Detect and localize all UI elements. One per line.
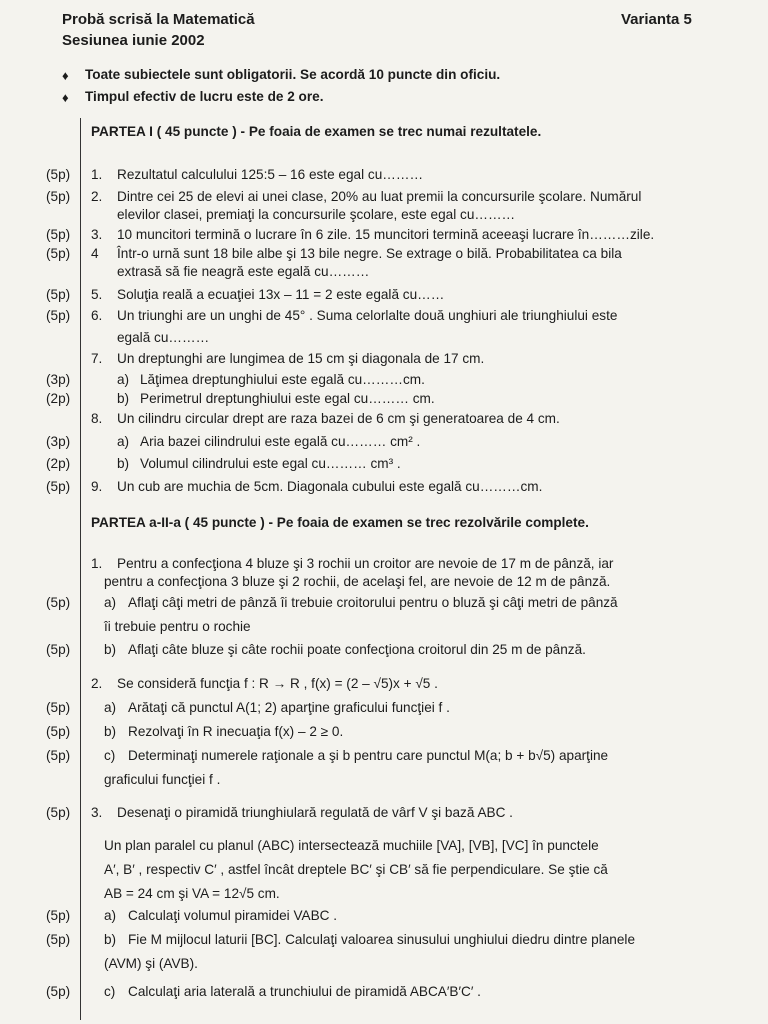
item-text: Într-o urnă sunt 18 bile albe şi 13 bile negre. Se extrage o bilă. Probabilitatea ca bila	[117, 246, 622, 261]
part2-heading: PARTEA a-II-a ( 45 puncte ) - Pe foaia de examen se trec rezolvările complete.	[91, 515, 589, 530]
item-text: Determinaţi numerele raţionale a şi b pentru care punctul M(a; b + b√5) aparţine	[128, 748, 609, 763]
item-text: A′, B′ , respectiv C′ , astfel încât dreptele BC′ şi CB′ să fie perpendiculare. Se ştie că	[104, 862, 608, 877]
item-subletter: a)	[104, 908, 117, 923]
item-number: 7.	[91, 351, 103, 366]
item-text: Un triunghi are un unghi de 45° . Suma celorlalte două unghiuri ale triunghiului este	[117, 308, 618, 323]
item-text: elevilor clasei, premiaţi la concursurile şcolare, este egal cu………	[117, 207, 516, 222]
item-number: 6.	[91, 308, 103, 323]
item-number: 3.	[91, 227, 103, 242]
item-number: 5.	[91, 287, 103, 302]
points-label: (5p)	[46, 189, 71, 204]
item-number: 8.	[91, 411, 103, 426]
item-text: Calculaţi volumul piramidei VABC .	[128, 908, 338, 923]
exam-title: Probă scrisă la Matematică	[62, 11, 255, 28]
item-subletter: a)	[117, 372, 130, 387]
item-text: Se consideră funcţia f : R → R , f(x) = (2 – √5)x + √5 .	[117, 676, 438, 691]
item-text: Soluţia reală a ecuaţiei 13x – 11 = 2 este egală cu……	[117, 287, 445, 302]
item-text: Dintre cei 25 de elevi ai unei clase, 20% au luat premii la concursurile şcolare. Numărul	[117, 189, 642, 204]
item-subletter: c)	[104, 748, 116, 763]
item-text: Rezolvaţi în R inecuaţia f(x) – 2 ≥ 0.	[128, 724, 344, 739]
item-text: Aflaţi câte bluze şi câte rochii poate confecţiona croitorul din 25 m de pânză.	[128, 642, 586, 657]
item-number: 4	[91, 246, 99, 261]
item-number: 1.	[91, 167, 103, 182]
item-subletter: a)	[117, 434, 130, 449]
item-text: pentru a confecţiona 3 bluze şi 2 rochii, de acelaşi fel, are nevoie de 12 m de pânză.	[104, 574, 611, 589]
item-text: egală cu………	[117, 330, 210, 345]
item-number: 9.	[91, 479, 103, 494]
points-label: (5p)	[46, 724, 71, 739]
item-text: Pentru a confecţiona 4 bluze şi 3 rochii un croitor are nevoie de 17 m de pânză, iar	[117, 556, 614, 571]
points-label: (5p)	[46, 642, 71, 657]
item-number: 1.	[91, 556, 103, 571]
item-number: 2.	[91, 189, 103, 204]
points-label: (5p)	[46, 167, 71, 182]
item-text: (AVM) şi (AVB).	[104, 956, 198, 971]
item-text: Un plan paralel cu planul (ABC) intersectează muchiile [VA], [VB], [VC] în punctele	[104, 838, 599, 853]
item-text: Aria bazei cilindrului este egală cu……… cm² .	[140, 434, 421, 449]
bullet-icon: ♦	[62, 68, 69, 83]
exam-variant: Varianta 5	[621, 11, 692, 28]
points-label: (5p)	[46, 932, 71, 947]
item-text: Arătaţi că punctul A(1; 2) aparţine graficului funcţiei f .	[128, 700, 450, 715]
points-label: (3p)	[46, 372, 71, 387]
item-subletter: a)	[104, 595, 117, 610]
item-text: extrasă să fie neagră este egală cu………	[117, 264, 370, 279]
points-label: (5p)	[46, 805, 71, 820]
item-text: Un cilindru circular drept are raza bazei de 6 cm şi generatoarea de 4 cm.	[117, 411, 560, 426]
points-label: (3p)	[46, 434, 71, 449]
exam-session: Sesiunea iunie 2002	[62, 32, 205, 49]
item-subletter: b)	[117, 456, 130, 471]
item-text: graficului funcţiei f .	[104, 772, 221, 787]
points-label: (5p)	[46, 908, 71, 923]
item-text: Volumul cilindrului este egal cu……… cm³ .	[140, 456, 401, 471]
points-label: (2p)	[46, 456, 71, 471]
points-label: (5p)	[46, 479, 71, 494]
item-text: Perimetrul dreptunghiului este egal cu……… cm.	[140, 391, 435, 406]
points-label: (5p)	[46, 748, 71, 763]
points-label: (5p)	[46, 700, 71, 715]
points-label: (5p)	[46, 308, 71, 323]
item-text: Un dreptunghi are lungimea de 15 cm şi diagonala de 17 cm.	[117, 351, 485, 366]
points-label: (5p)	[46, 984, 71, 999]
instruction-2: Timpul efectiv de lucru este de 2 ore.	[85, 89, 324, 104]
points-label: (5p)	[46, 287, 71, 302]
item-text: Desenaţi o piramidă triunghiulară regulată de vârf V şi bază ABC .	[117, 805, 513, 820]
item-subletter: b)	[104, 724, 117, 739]
item-subletter: b)	[104, 932, 117, 947]
item-subletter: b)	[117, 391, 130, 406]
points-label: (2p)	[46, 391, 71, 406]
item-text: 10 muncitori termină o lucrare în 6 zile. 15 muncitori termină aceeaşi lucrare în………zile.	[117, 227, 655, 242]
item-subletter: c)	[104, 984, 116, 999]
bullet-icon: ♦	[62, 90, 69, 105]
points-label: (5p)	[46, 246, 71, 261]
item-text: îi trebuie pentru o rochie	[104, 619, 251, 634]
item-text: Fie M mijlocul laturii [BC]. Calculaţi valoarea sinusului unghiului diedru dintre planele	[128, 932, 635, 947]
item-number: 2.	[91, 676, 103, 691]
item-text: Rezultatul calculului 125:5 – 16 este egal cu………	[117, 167, 424, 182]
item-text: Un cub are muchia de 5cm. Diagonala cubului este egală cu………cm.	[117, 479, 543, 494]
points-label: (5p)	[46, 227, 71, 242]
item-text: AB = 24 cm şi VA = 12√5 cm.	[104, 886, 280, 901]
item-subletter: a)	[104, 700, 117, 715]
points-label: (5p)	[46, 595, 71, 610]
instruction-1: Toate subiectele sunt obligatorii. Se acordă 10 puncte din oficiu.	[85, 67, 501, 82]
part1-heading: PARTEA I ( 45 puncte ) - Pe foaia de examen se trec numai rezultatele.	[91, 124, 542, 139]
margin-line	[80, 118, 81, 1020]
item-number: 3.	[91, 805, 103, 820]
item-text: Lăţimea dreptunghiului este egală cu………cm.	[140, 372, 425, 387]
item-text: Aflaţi câţi metri de pânză îi trebuie croitorului pentru o bluză şi câţi metri de pânză	[128, 595, 618, 610]
item-text: Calculaţi aria laterală a trunchiului de piramidă ABCA′B′C′ .	[128, 984, 481, 999]
item-subletter: b)	[104, 642, 117, 657]
